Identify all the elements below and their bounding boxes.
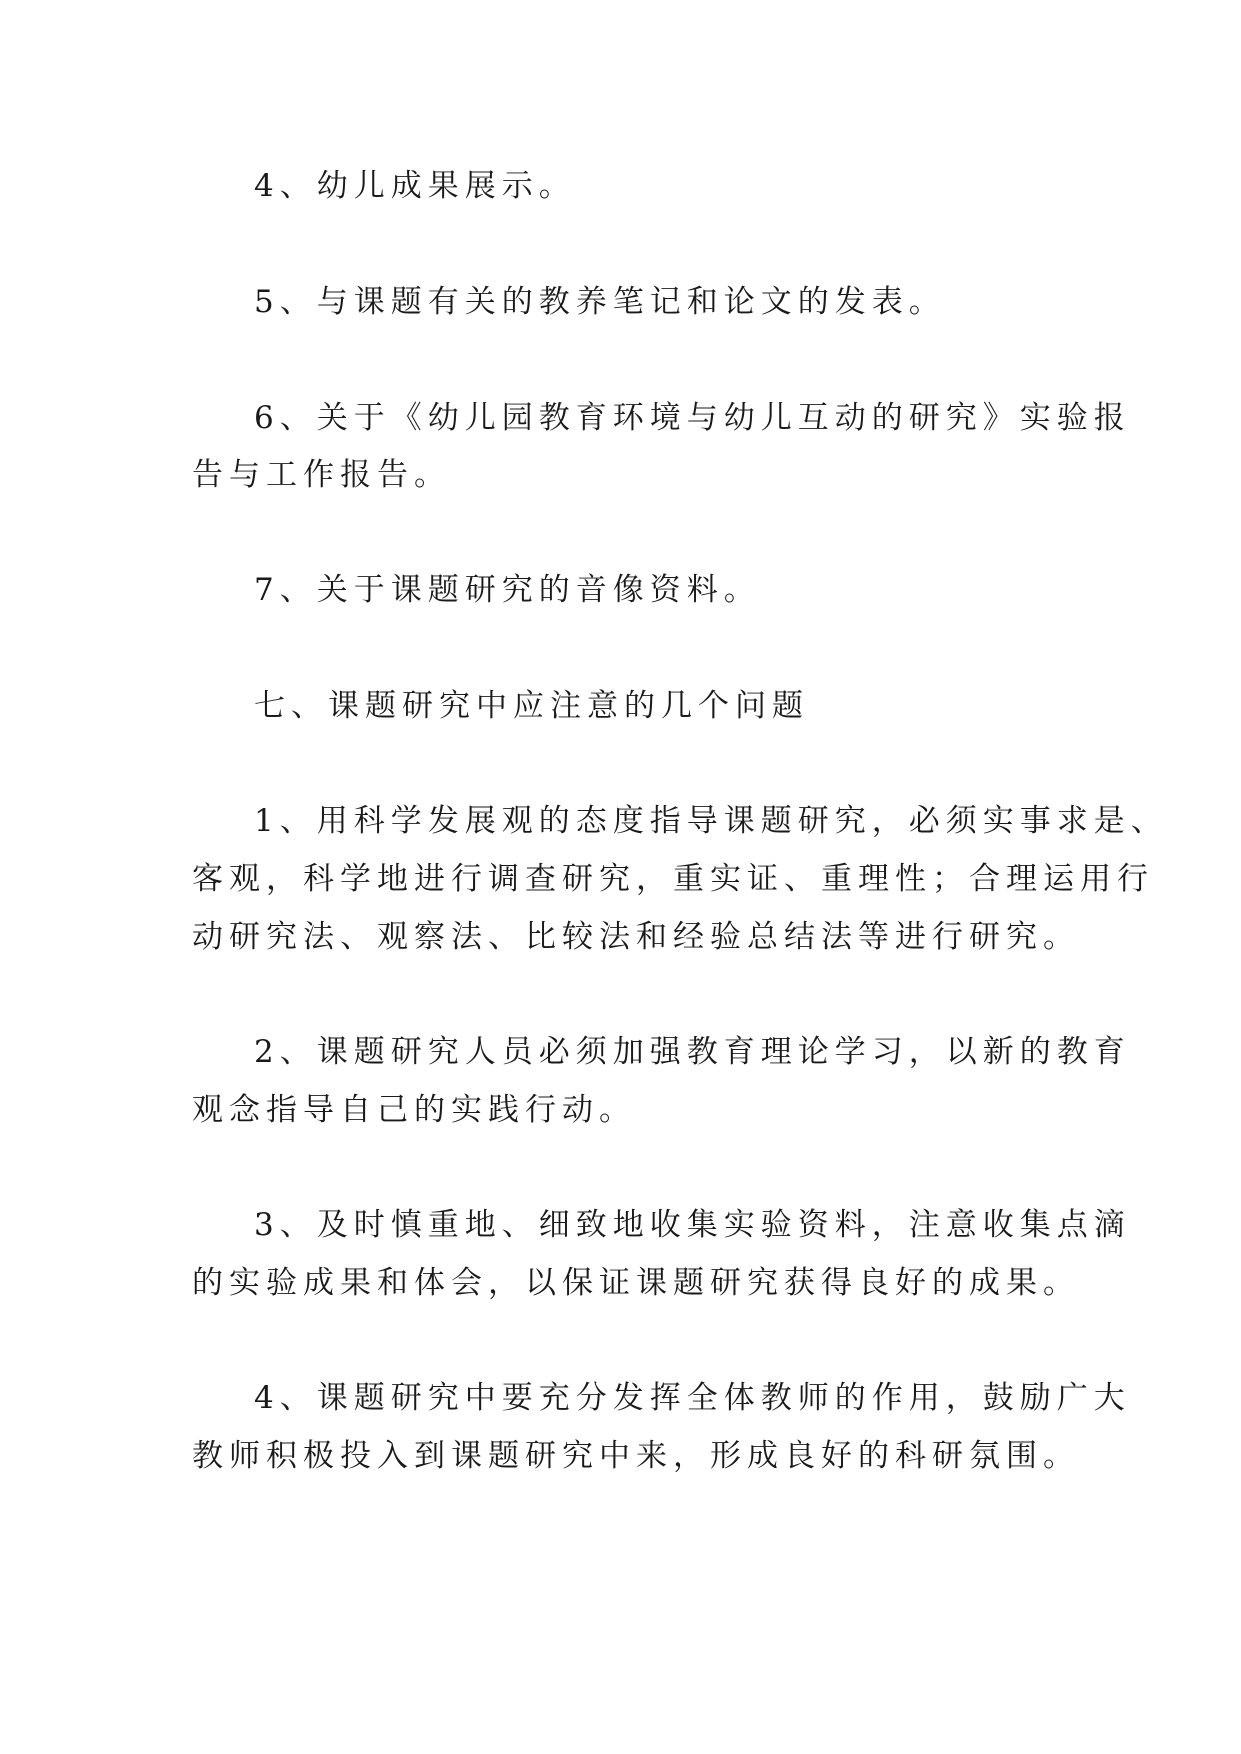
- item-7-audio-video: 7、关于课题研究的音像资料。: [254, 572, 761, 608]
- item-4-achievement-display: 4、幼儿成果展示。: [254, 168, 576, 204]
- issue-1-line-2: 客观，科学地进行调查研究，重实证、重理性；合理运用行: [192, 861, 1154, 897]
- section-heading-7: 七、课题研究中应注意的几个问题: [254, 688, 809, 724]
- issue-1-line-3: 动研究法、观察法、比较法和经验总结法等进行研究。: [192, 919, 1080, 955]
- issue-4-line-2: 教师积极投入到课题研究中来，形成良好的科研氛围。: [192, 1438, 1080, 1474]
- item-6-report-line-2: 告与工作报告。: [192, 457, 451, 493]
- item-5-notes-papers: 5、与课题有关的教养笔记和论文的发表。: [254, 284, 946, 320]
- item-6-report-line-1: 6、关于《幼儿园教育环境与幼儿互动的研究》实验报: [254, 400, 1131, 436]
- issue-2-line-2: 观念指导自己的实践行动。: [192, 1092, 636, 1128]
- issue-4-line-1: 4、课题研究中要充分发挥全体教师的作用，鼓励广大: [254, 1380, 1131, 1416]
- issue-1-line-1: 1、用科学发展观的态度指导课题研究，必须实事求是、: [254, 803, 1168, 839]
- issue-2-line-1: 2、课题研究人员必须加强教育理论学习，以新的教育: [254, 1034, 1131, 1070]
- issue-3-line-2: 的实验成果和体会，以保证课题研究获得良好的成果。: [192, 1265, 1080, 1301]
- issue-3-line-1: 3、及时慎重地、细致地收集实验资料，注意收集点滴: [254, 1207, 1131, 1243]
